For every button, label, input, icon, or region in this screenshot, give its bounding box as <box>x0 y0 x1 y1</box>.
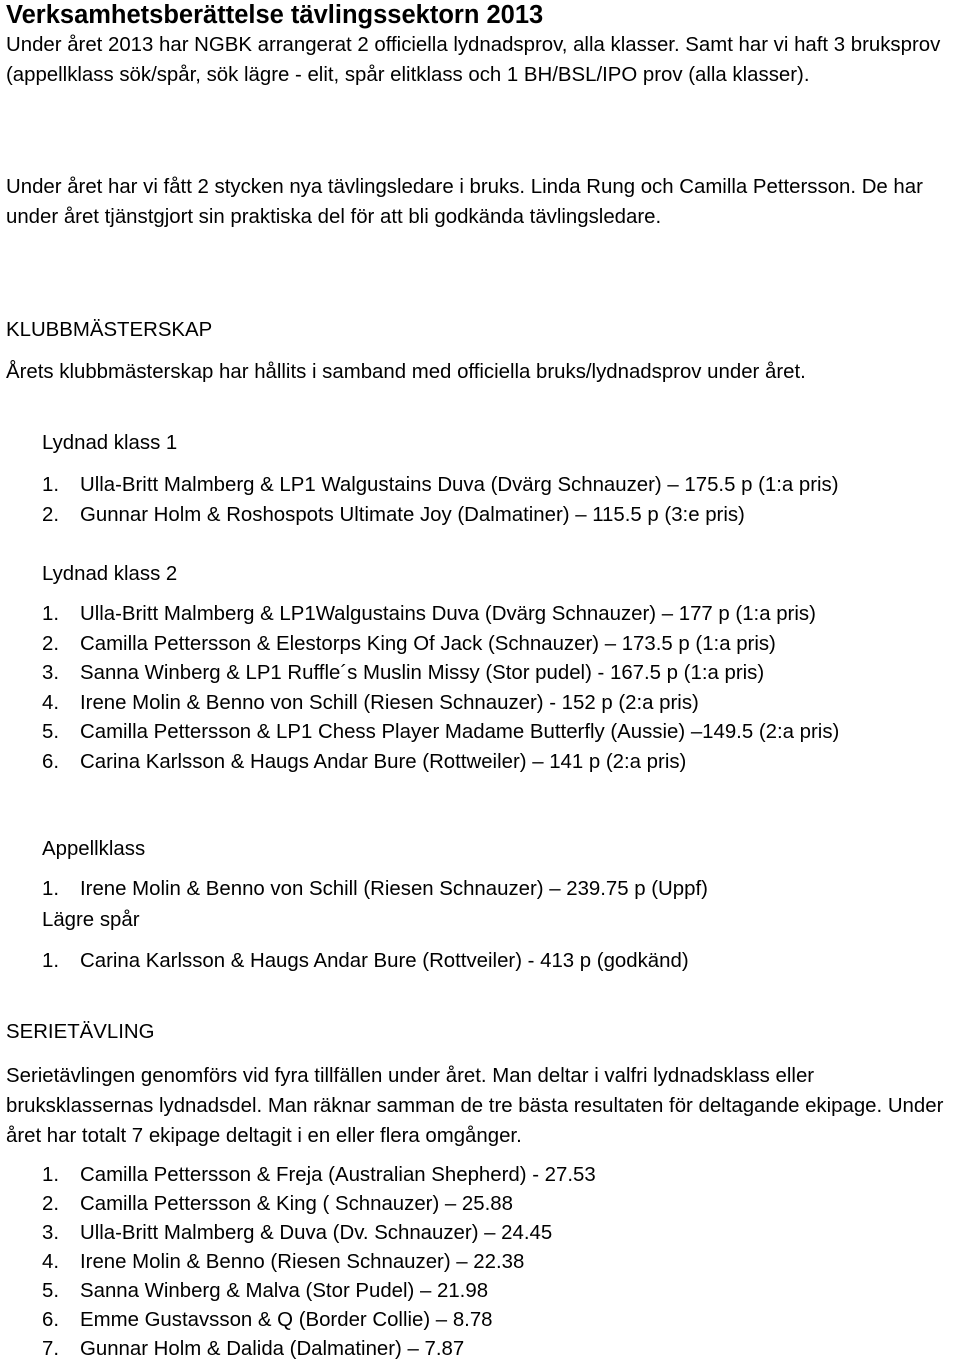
list-number: 7. <box>42 1338 60 1360</box>
list-item <box>6 1306 956 1335</box>
klubbmasterskap-heading: KLUBBMÄSTERSKAP <box>6 319 213 341</box>
list-item <box>6 600 956 630</box>
list-item <box>6 718 956 748</box>
list-number: 2. <box>42 503 60 526</box>
leaders-paragraph: Under året har vi fått 2 stycken nya tävlingsledare i bruks. Linda Rung och Camilla Pettersson. De har under året tjänstgjort sin praktiska del för att bli godkända tävlingsledare. <box>6 176 923 228</box>
intro-paragraph: Under året 2013 har NGBK arrangerat 2 officiella lydnadsprov, alla klasser. Samt har vi haft 3 bruksprov (appellklass sök/spår, sök lägre - elit, spår elitklass och 1 BH/BSL/IPO prov (alla klasser). <box>6 34 941 86</box>
list-number: 5. <box>42 721 60 743</box>
list-item <box>6 630 956 660</box>
list-item-text: Ulla-Britt Malmberg & Duva (Dv. Schnauzer) – 24.45 <box>80 1222 553 1244</box>
lydnad-klass-1-list <box>6 471 956 530</box>
list-item-text: Camilla Pettersson & Freja (Australian Shepherd) - 27.53 <box>80 1164 596 1186</box>
list-item <box>6 748 956 778</box>
lagre-spar-label: Lägre spår <box>42 909 140 931</box>
list-number: 1. <box>42 603 60 625</box>
klubbmasterskap-paragraph: Årets klubbmästerskap har hållits i samband med officiella bruks/lydnadsprov under året. <box>6 361 806 383</box>
document-title: Verksamhetsberättelse tävlingssektorn 2013 <box>6 1 544 29</box>
list-item <box>6 471 956 501</box>
list-number: 3. <box>42 662 60 684</box>
list-item <box>6 1248 956 1277</box>
list-item <box>6 659 956 689</box>
list-number: 1. <box>42 474 60 496</box>
list-item <box>6 947 956 977</box>
list-item-text: Ulla-Britt Malmberg & LP1Walgustains Duva (Dvärg Schnauzer) – 177 p (1:a pris) <box>80 603 816 625</box>
list-item-text: Carina Karlsson & Haugs Andar Bure (Rottweiler) – 141 p (2:a pris) <box>80 750 687 773</box>
list-item-text: Ulla-Britt Malmberg & LP1 Walgustains Duva (Dvärg Schnauzer) – 175.5 p (1:a pris) <box>80 474 839 496</box>
list-item-text: Gunnar Holm & Roshospots Ultimate Joy (Dalmatiner) – 115.5 p (3:e pris) <box>80 503 745 526</box>
list-item-text: Irene Molin & Benno (Riesen Schnauzer) – 22.38 <box>80 1251 525 1273</box>
list-item-text: Camilla Pettersson & LP1 Chess Player Madame Butterfly (Aussie) –149.5 (2:a pris) <box>80 721 840 743</box>
list-item-text: Sanna Winberg & Malva (Stor Pudel) – 21.98 <box>80 1280 489 1302</box>
list-number: 1. <box>42 950 60 972</box>
list-item-text: Carina Karlsson & Haugs Andar Bure (Rottveiler) - 413 p (godkänd) <box>80 950 689 972</box>
list-item <box>6 1161 956 1190</box>
appellklass-label: Appellklass <box>42 838 146 860</box>
list-item <box>6 1190 956 1219</box>
list-item-text: Irene Molin & Benno von Schill (Riesen Schnauzer) - 152 p (2:a pris) <box>80 691 699 714</box>
list-number: 1. <box>42 1164 60 1186</box>
list-item-text: Sanna Winberg & LP1 Ruffle´s Muslin Missy (Stor pudel) - 167.5 p (1:a pris) <box>80 662 765 684</box>
list-item-text: Emme Gustavsson & Q (Border Collie) – 8.78 <box>80 1309 493 1331</box>
lydnad-klass-2-list <box>6 600 956 777</box>
appellklass-list <box>6 875 956 905</box>
list-number: 2. <box>42 1193 60 1215</box>
lydnad-klass-1-label: Lydnad klass 1 <box>42 432 178 454</box>
list-item <box>6 501 956 531</box>
list-number: 4. <box>42 1251 60 1273</box>
serietavling-paragraph: Serietävlingen genomförs vid fyra tillfällen under året. Man deltar i valfri lydnadsklass eller bruksklassernas lydnadsdel. Man räknar samman de tre bästa resultaten för deltagande ekipage. Under året har totalt 7 ekipage deltagit i en eller flera omgånger. <box>6 1065 944 1147</box>
list-item <box>6 1219 956 1248</box>
list-item <box>6 1277 956 1306</box>
serietavling-list <box>6 1161 956 1364</box>
list-item-text: Irene Molin & Benno von Schill (Riesen Schnauzer) – 239.75 p (Uppf) <box>80 878 708 900</box>
list-item <box>6 1335 956 1364</box>
list-item-text: Gunnar Holm & Dalida (Dalmatiner) – 7.87 <box>80 1338 465 1360</box>
serietavling-heading: SERIETÄVLING <box>6 1021 155 1043</box>
lydnad-klass-2-label: Lydnad klass 2 <box>42 563 178 585</box>
list-item-text: Camilla Pettersson & Elestorps King Of Jack (Schnauzer) – 173.5 p (1:a pris) <box>80 632 776 655</box>
list-item-text: Camilla Pettersson & King ( Schnauzer) – 25.88 <box>80 1193 513 1215</box>
list-number: 3. <box>42 1222 60 1244</box>
list-number: 4. <box>42 691 60 714</box>
list-number: 1. <box>42 878 60 900</box>
lagre-spar-list <box>6 947 956 977</box>
list-item <box>6 875 956 905</box>
list-number: 6. <box>42 1309 60 1331</box>
list-number: 2. <box>42 632 60 655</box>
list-number: 6. <box>42 750 60 773</box>
list-item <box>6 689 956 719</box>
list-number: 5. <box>42 1280 60 1302</box>
